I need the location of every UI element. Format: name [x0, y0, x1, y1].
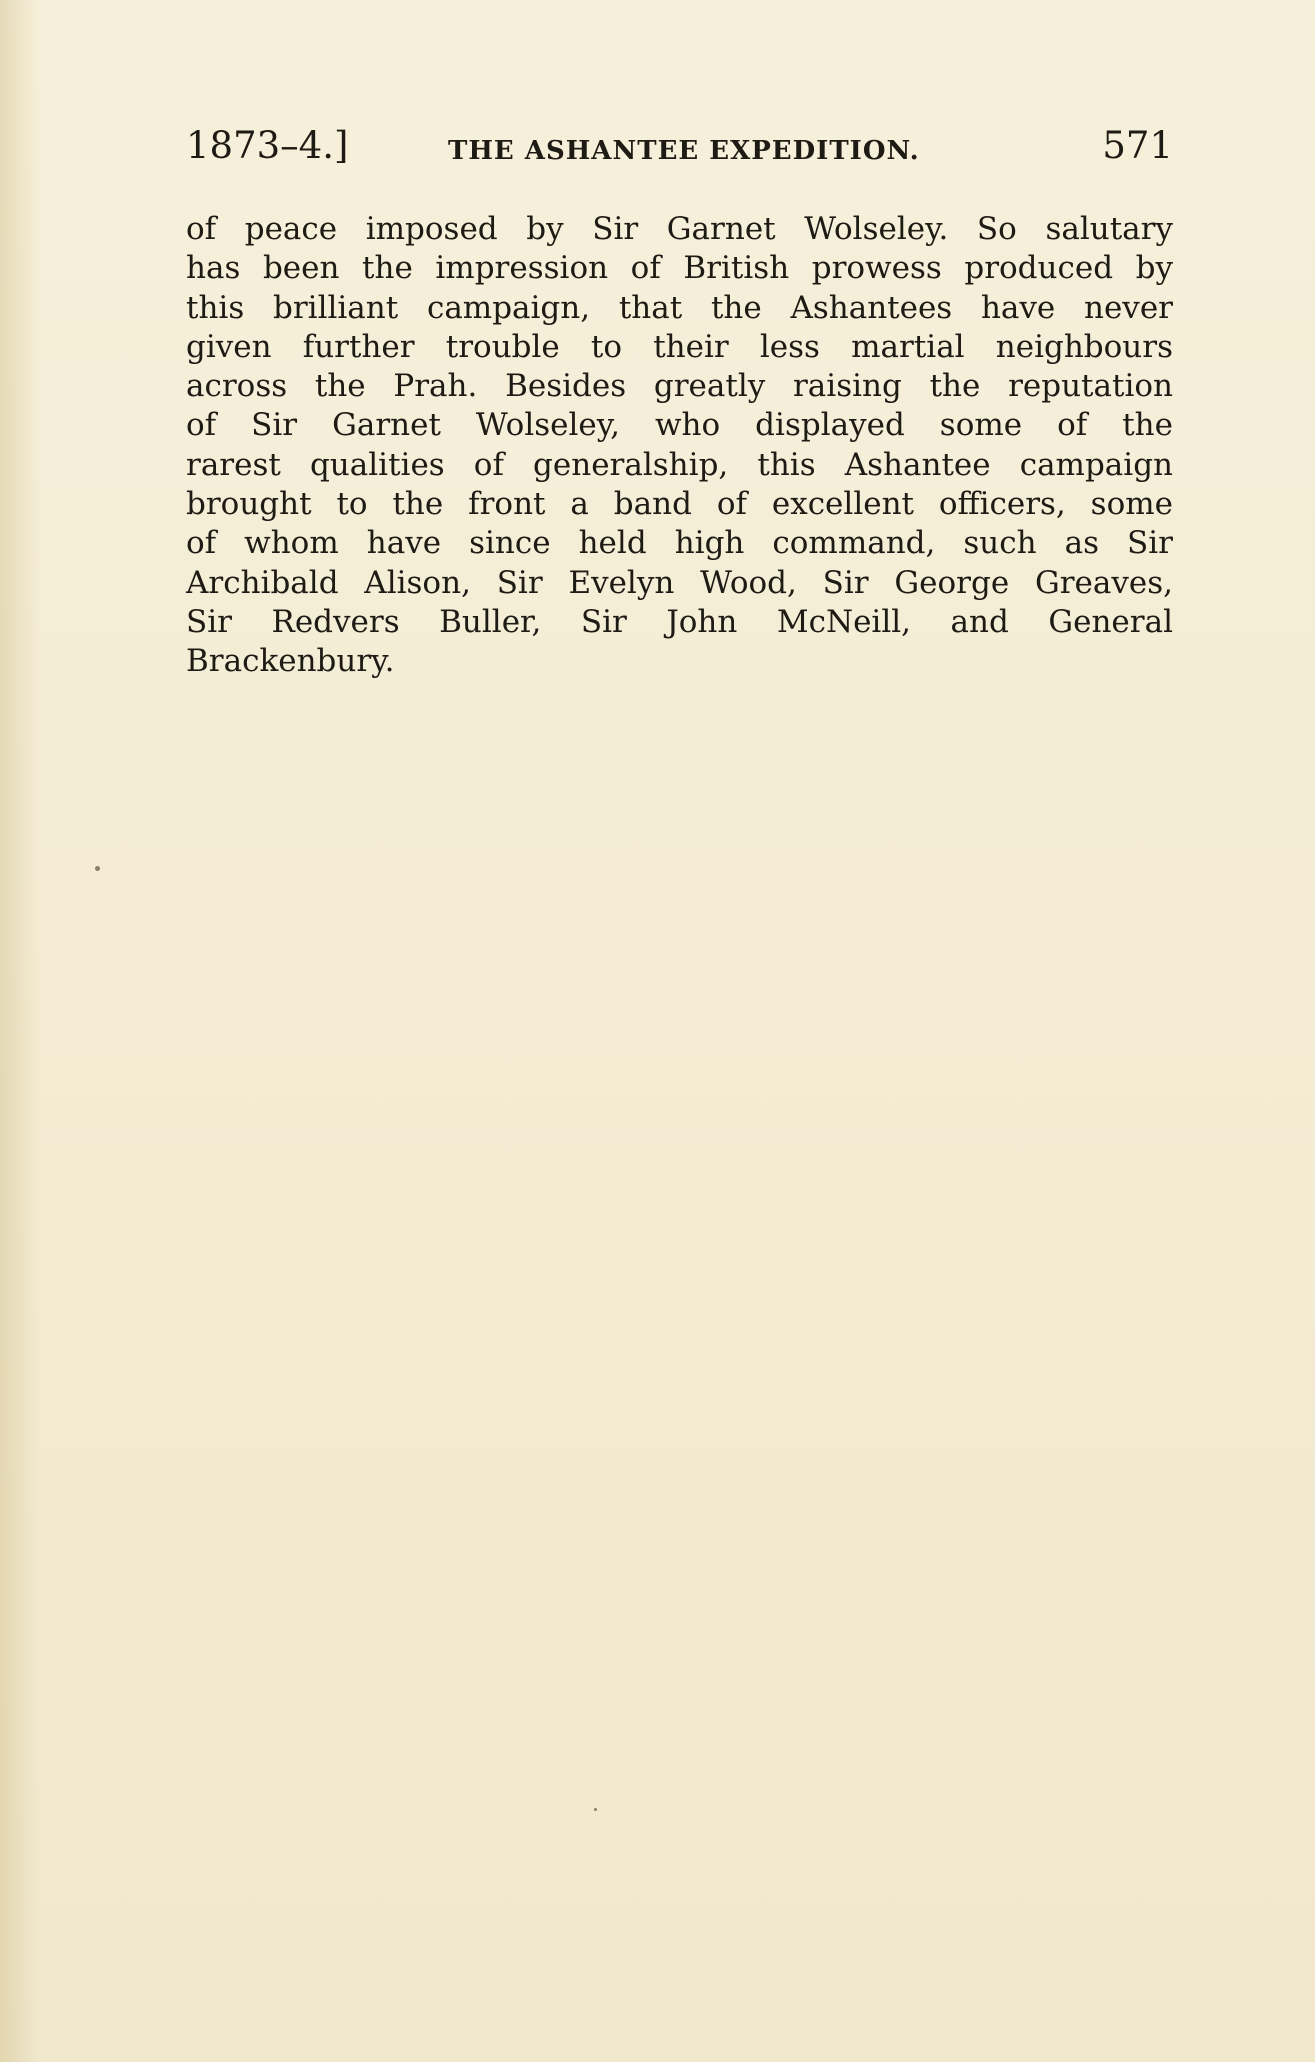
text-line: has been the impression of British prowess produced by	[186, 250, 1173, 287]
text-line: this brilliant campaign, that the Ashantees have never	[186, 289, 1173, 326]
body-paragraph	[186, 210, 1173, 682]
text-line: given further trouble to their less martial neighbours	[186, 328, 1173, 365]
running-head	[186, 124, 1173, 168]
text-line: brought to the front a band of excellent officers, some	[186, 486, 1173, 523]
text-line: rarest qualities of generalship, this Ashantee campaign	[186, 446, 1173, 483]
text-line: Brackenbury.	[186, 643, 395, 680]
text-line: across the Prah. Besides greatly raising the reputation	[186, 368, 1173, 405]
paper-speck	[594, 1808, 597, 1811]
paper-speck	[95, 866, 100, 871]
running-head-title: THE ASHANTEE EXPEDITION.	[448, 136, 920, 166]
text-line: of whom have since held high command, such as Sir	[186, 525, 1173, 562]
text-line: of Sir Garnet Wolseley, who displayed some of the	[186, 407, 1173, 444]
page-number: 571	[1102, 124, 1173, 167]
text-line: Archibald Alison, Sir Evelyn Wood, Sir George Greaves,	[186, 564, 1173, 601]
text-line: of peace imposed by Sir Garnet Wolseley. So salutary	[186, 211, 1173, 247]
running-head-years: 1873–4.]	[186, 124, 349, 167]
text-line: Sir Redvers Buller, Sir John McNeill, and General	[186, 603, 1173, 640]
